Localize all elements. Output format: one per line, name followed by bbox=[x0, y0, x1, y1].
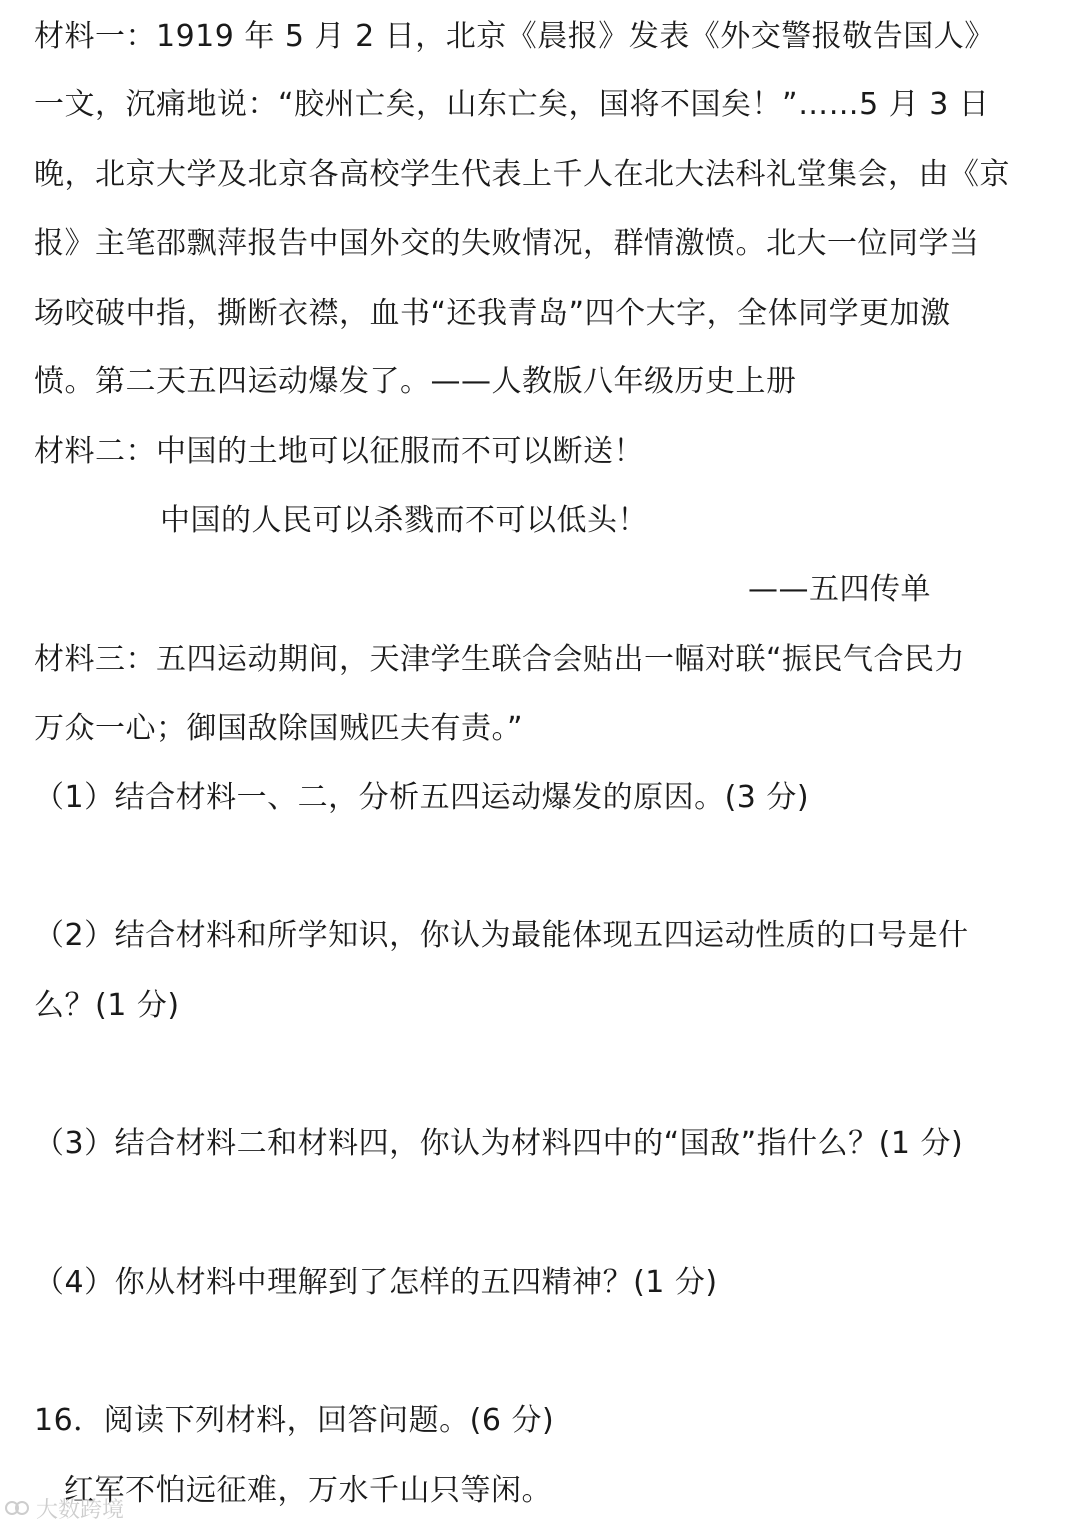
material-1-line-6: 愤。第二天五四运动爆发了。——人教版八年级历史上册 bbox=[34, 364, 797, 399]
watermark-logo-icon bbox=[4, 1498, 30, 1518]
question-1: （1）结合材料一、二，分析五四运动爆发的原因。(3 分) bbox=[34, 780, 810, 815]
material-2-line-2: 中国的人民可以杀戮而不可以低头！ bbox=[160, 503, 648, 538]
question-2-line-2: 么？(1 分) bbox=[34, 988, 180, 1023]
question-16-poem-line-1: 红军不怕远征难，万水千山只等闲。 bbox=[64, 1473, 552, 1508]
material-2-line-1: 材料二：中国的土地可以征服而不可以断送！ bbox=[34, 434, 644, 469]
question-3: （3）结合材料二和材料四，你认为材料四中的“国敌”指什么？(1 分) bbox=[34, 1126, 964, 1161]
material-1-line-4: 报》主笔邵飘萍报告中国外交的失败情况，群情激愤。北大一位同学当 bbox=[34, 226, 980, 261]
question-4: （4）你从材料中理解到了怎样的五四精神？(1 分) bbox=[34, 1265, 718, 1300]
material-1-line-5: 场咬破中指，撕断衣襟，血书“还我青岛”四个大字，全体同学更加激 bbox=[34, 296, 951, 331]
material-1-line-1: 材料一：1919 年 5 月 2 日，北京《晨报》发表《外交警报敬告国人》 bbox=[34, 19, 995, 54]
material-2-source: ——五四传单 bbox=[748, 572, 931, 607]
material-1-line-2: 一文，沉痛地说：“胶州亡矣，山东亡矣，国将不国矣！”……5 月 3 日 bbox=[34, 87, 990, 122]
question-2-line-1: （2）结合材料和所学知识，你认为最能体现五四运动性质的口号是什 bbox=[34, 918, 969, 953]
watermark-text: 大数跨境 bbox=[36, 1497, 125, 1523]
question-16-title: 16．阅读下列材料，回答问题。(6 分) bbox=[34, 1403, 555, 1438]
material-1-line-3: 晚，北京大学及北京各高校学生代表上千人在北大法科礼堂集会，由《京 bbox=[34, 157, 1010, 192]
material-3-line-2: 万众一心；御国敌除国贼匹夫有责。” bbox=[34, 711, 524, 746]
material-3-line-1: 材料三：五四运动期间，天津学生联合会贴出一幅对联“振民气合民力 bbox=[34, 642, 966, 677]
watermark bbox=[4, 1492, 124, 1524]
